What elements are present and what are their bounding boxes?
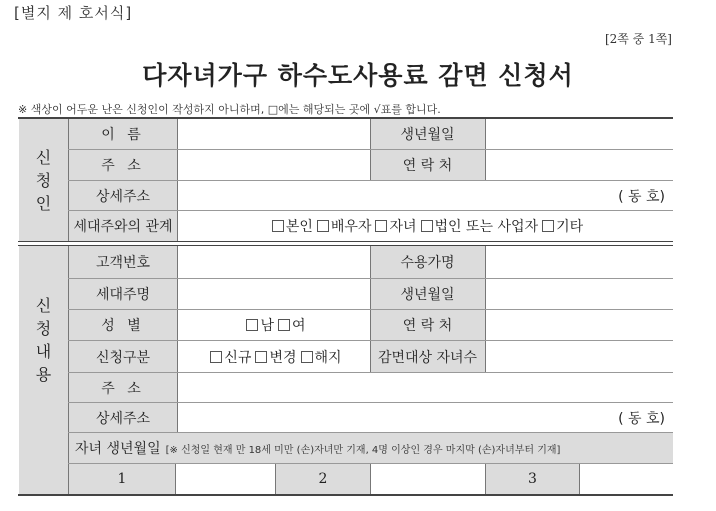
householder-field[interactable]: [178, 279, 370, 309]
page-title: 다자녀가구 하수도사용료 감면 신청서: [142, 61, 574, 90]
table-bottom-rule: [18, 494, 673, 496]
relation-option-self: 본인: [285, 219, 313, 235]
content-address-label: 주 소: [101, 380, 145, 397]
grid-line: [68, 210, 673, 211]
grid-line: [275, 464, 276, 494]
detail-address-label: 상세주소: [95, 188, 151, 205]
children-birth-label: 자녀 생년월일: [75, 441, 161, 457]
type-options: [178, 341, 370, 372]
content-birth-label: 생년월일: [400, 287, 455, 303]
customer-no-label: 고객번호: [95, 255, 151, 271]
content-section-text: 신 청 내 용: [35, 295, 52, 384]
relation-option-spouse: 배우자: [330, 219, 372, 235]
children-count-label: 감면대상 자녀수: [377, 349, 478, 366]
birth-field[interactable]: [486, 119, 673, 149]
contact-field[interactable]: [486, 150, 673, 180]
type-option-new: 신규: [224, 349, 252, 366]
relation-option-child: 자녀: [389, 219, 417, 235]
content-address-field[interactable]: [178, 373, 673, 402]
children-birth-note: [※ 신청일 현재 만 18세 미만 (손)자녀만 기재, 4명 이상인 경우 마지막 (손)자녀부터 기재]: [165, 444, 561, 456]
detail-address-field[interactable]: [178, 181, 673, 210]
grid-line: [485, 464, 486, 494]
child-number-3: 3: [528, 471, 537, 487]
child-3-birth-field[interactable]: [580, 464, 673, 494]
children-birth-header: [69, 433, 673, 463]
grid-line: [68, 246, 69, 494]
name-field[interactable]: [178, 119, 370, 149]
relation-checkbox-self[interactable]: [272, 220, 284, 232]
name-label: 이 름: [101, 127, 145, 143]
type-checkbox-new[interactable]: [210, 351, 222, 363]
address-label: 주 소: [101, 158, 145, 174]
grid-line: [68, 372, 673, 373]
gender-checkbox-male[interactable]: [246, 319, 258, 331]
content-detail-address-tail: ( 동 호): [618, 411, 665, 427]
content-birth-field[interactable]: [486, 279, 673, 309]
type-checkbox-cancel[interactable]: [301, 351, 313, 363]
relation-option-other: 기타: [556, 219, 584, 235]
type-label: 신청구분: [95, 349, 151, 366]
applicant-section-label: [19, 119, 68, 241]
customer-no-field[interactable]: [178, 246, 370, 278]
content-contact-field[interactable]: [486, 310, 673, 340]
section-divider: [18, 241, 673, 242]
type-option-cancel: 해지: [314, 349, 342, 366]
relation-label: 세대주와의 관계: [73, 219, 173, 235]
detail-address-tail: ( 동 호): [618, 189, 665, 205]
grid-line: [68, 432, 673, 433]
relation-checkbox-child[interactable]: [375, 220, 387, 232]
address-field[interactable]: [178, 150, 370, 180]
child-number-1: 1: [117, 471, 127, 487]
gender-option-female: 여: [292, 318, 306, 334]
grid-line: [68, 180, 673, 181]
grid-line: [175, 464, 176, 494]
grid-line: [370, 464, 371, 494]
content-section-label: [19, 246, 68, 433]
gender-label: 성 별: [101, 318, 145, 334]
type-option-change: 변경: [269, 349, 297, 366]
relation-option-business: 법인 또는 사업자: [434, 219, 539, 235]
grid-line: [579, 464, 580, 494]
grid-line: [68, 278, 673, 279]
child-2-birth-field[interactable]: [371, 464, 485, 494]
content-detail-address-label: 상세주소: [95, 410, 151, 427]
relation-checkbox-spouse[interactable]: [317, 220, 329, 232]
content-contact-label: 연 락 처: [402, 318, 453, 334]
grid-line: [68, 340, 673, 341]
gender-option-male: 남: [260, 318, 274, 334]
child-1-birth-field[interactable]: [176, 464, 275, 494]
relation-checkbox-business[interactable]: [421, 220, 433, 232]
relation-checkbox-other[interactable]: [542, 220, 554, 232]
grid-line: [68, 149, 673, 150]
grid-line: [68, 309, 673, 310]
content-detail-address-field[interactable]: [178, 403, 673, 432]
contact-label: 연 락 처: [402, 158, 453, 174]
applicant-section-text: 신 청 인: [35, 147, 52, 213]
type-checkbox-change[interactable]: [255, 351, 267, 363]
form-tag: [별지 제 호서식]: [14, 4, 133, 22]
grid-line: [68, 402, 673, 403]
consumer-name-label: 수용가명: [400, 255, 455, 271]
gender-options: [178, 310, 370, 340]
householder-label: 세대주명: [95, 287, 151, 303]
instruction-note: ※ 색상이 어두운 난은 신청인이 작성하지 아니하며, □에는 해당되는 곳에 √표를 합니다.: [18, 103, 441, 116]
page-indicator: [2쪽 중 1쪽]: [604, 32, 672, 46]
gender-checkbox-female[interactable]: [278, 319, 290, 331]
children-count-field[interactable]: [486, 341, 673, 372]
birth-label: 생년월일: [400, 127, 455, 143]
relation-options: [178, 211, 673, 241]
child-number-2: 2: [318, 471, 328, 487]
consumer-name-field[interactable]: [486, 246, 673, 278]
